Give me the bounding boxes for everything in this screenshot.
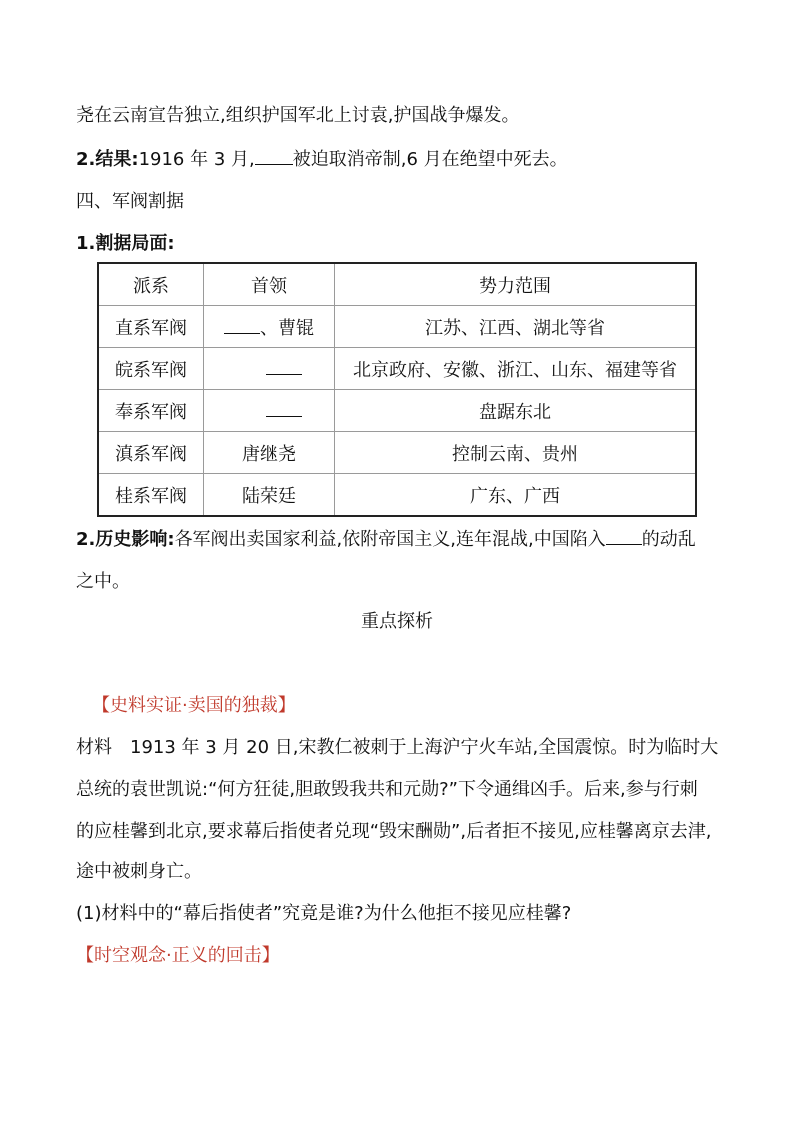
- result-text: 被迫取消帝制,6 月在绝望中死去。: [292, 149, 568, 170]
- table-row: [98, 474, 696, 517]
- section-title: 重点探析: [361, 611, 433, 632]
- blank-leader: [266, 358, 302, 375]
- blank-leader: [266, 400, 302, 417]
- impact-line: [76, 528, 696, 552]
- faction-cell: 滇系军阀: [98, 432, 204, 474]
- tag-timespace: 【时空观念·正义的回击】: [76, 945, 280, 966]
- para-line-1: 尧在云南宣告独立,组织护国军北上讨袁,护国战争爆发。: [76, 105, 520, 126]
- region-cell: 北京政府、安徽、浙江、山东、福建等省: [335, 348, 697, 390]
- blank-leader: [224, 317, 260, 334]
- impact-label: 2.历史影响:: [76, 529, 175, 550]
- header-region: 势力范围: [335, 263, 697, 306]
- region-cell: 控制云南、贵州: [335, 432, 697, 474]
- material-line-3: 的应桂馨到北京,要求幕后指使者兑现“毁宋酬勋”,后者拒不接见,应桂馨离京去津,: [76, 821, 712, 842]
- warlord-table: [97, 262, 697, 517]
- blank-2: [606, 528, 642, 545]
- faction-cell: 直系军阀: [98, 306, 204, 348]
- leader-cell: 陆荣廷: [204, 474, 335, 517]
- result-line: [76, 148, 568, 172]
- impact-tail: 的动乱: [641, 529, 696, 550]
- faction-cell: 奉系军阀: [98, 390, 204, 432]
- faction-cell: 桂系军阀: [98, 474, 204, 517]
- result-date: 1916 年 3 月,: [138, 149, 255, 170]
- table-row: [98, 432, 696, 474]
- leader-text: 、曹锟: [260, 317, 314, 339]
- material-line-4: 途中被刺身亡。: [76, 861, 202, 882]
- header-leader: 首领: [204, 263, 335, 306]
- table-row: [98, 390, 696, 432]
- material-line-1: 材料 1913 年 3 月 20 日,宋教仁被刺于上海沪宁火车站,全国震惊。时为临时大: [76, 737, 719, 758]
- table-header-row: [98, 263, 696, 306]
- tag-evidence: 【史料实证·卖国的独裁】: [92, 695, 296, 716]
- header-faction: 派系: [98, 263, 204, 306]
- region-cell: 广东、广西: [335, 474, 697, 517]
- impact-text: 各军阀出卖国家利益,依附帝国主义,连年混战,中国陷入: [174, 529, 606, 550]
- leader-cell: [204, 306, 335, 348]
- material-line-2: 总统的袁世凯说:“何方狂徒,胆敢毁我共和元勋?”下令通缉凶手。后来,参与行刺: [76, 779, 698, 800]
- region-cell: 江苏、江西、湖北等省: [335, 306, 697, 348]
- region-cell: 盘踞东北: [335, 390, 697, 432]
- question-1: (1)材料中的“幕后指使者”究竟是谁?为什么他拒不接见应桂馨?: [76, 903, 572, 924]
- table-row: [98, 348, 696, 390]
- faction-cell: 皖系军阀: [98, 348, 204, 390]
- leader-cell: 唐继尧: [204, 432, 335, 474]
- impact-line-2: 之中。: [76, 571, 130, 592]
- split-situation-label: 1.割据局面:: [76, 233, 175, 254]
- table-row: [98, 306, 696, 348]
- leader-cell: [204, 390, 335, 432]
- section-heading-warlords: 四、军阀割据: [76, 191, 184, 212]
- result-label: 2.结果:: [76, 149, 139, 170]
- leader-cell: [204, 348, 335, 390]
- blank-1: [255, 148, 293, 165]
